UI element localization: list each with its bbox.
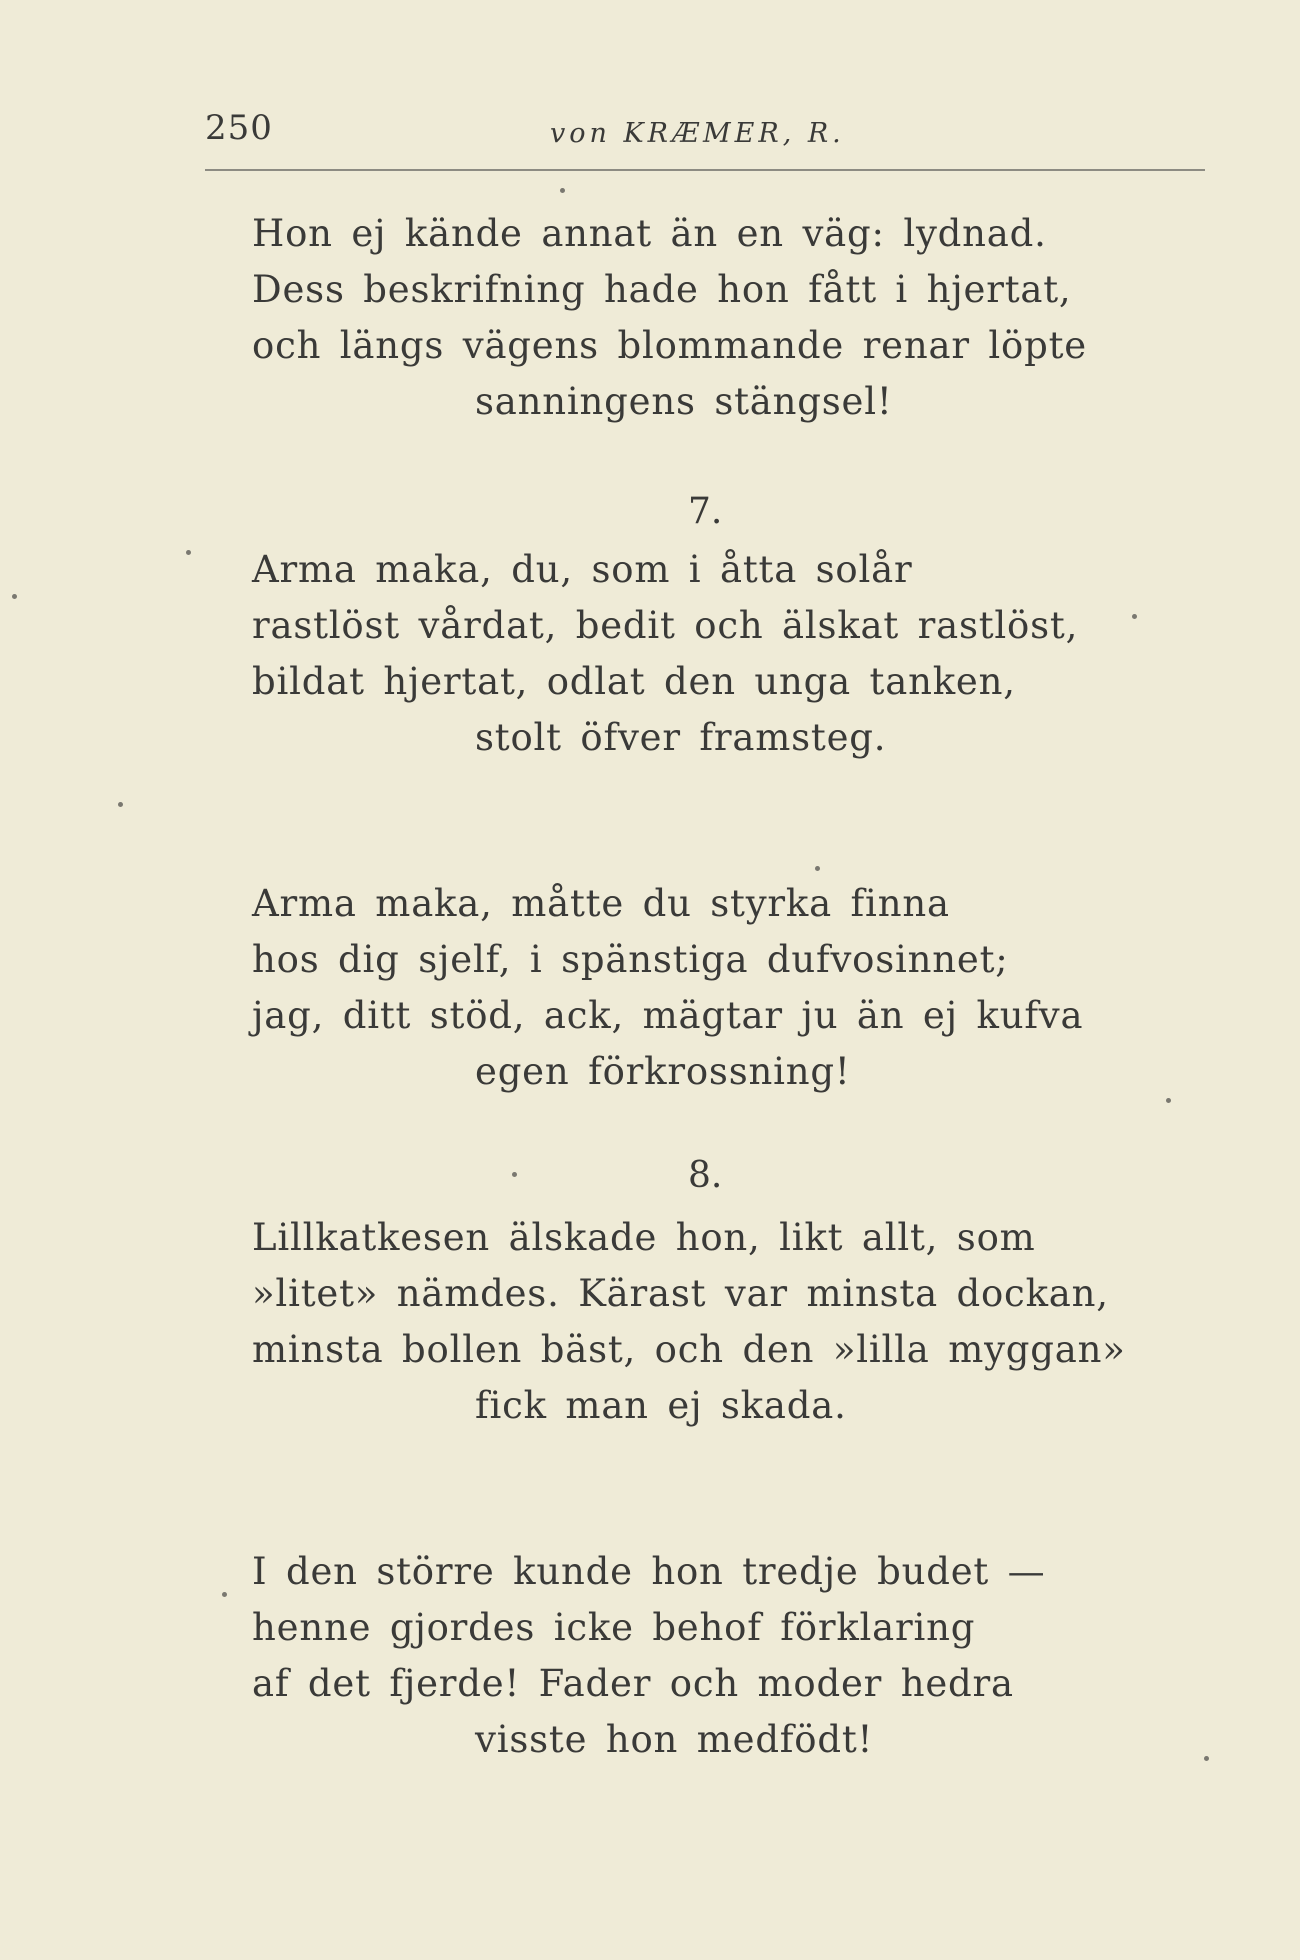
stanza-2-line-3: bildat hjertat, odlat den unga tanken, (252, 660, 1016, 703)
stanza-5-line-3: af det fjerde! Fader och moder hedra (252, 1662, 1014, 1705)
scan-speck (12, 594, 17, 599)
page-number: 250 (205, 108, 273, 148)
header-rule (205, 169, 1205, 171)
stanza-5-line-1: I den större kunde hon tredje budet — (252, 1550, 1046, 1593)
scan-speck (560, 188, 565, 193)
stanza-3-line-3: jag, ditt stöd, ack, mägtar ju än ej kufva (252, 994, 1084, 1037)
scan-speck (186, 550, 191, 555)
scan-speck (118, 802, 123, 807)
page-header (205, 108, 1205, 158)
stanza-2-line-1: Arma maka, du, som i åtta solår (252, 548, 913, 591)
stanza-4-line-3: minsta bollen bäst, och den »lilla myggan» (252, 1328, 1126, 1371)
stanza-4-number: 8. (688, 1155, 723, 1196)
stanza-4-line-4: fick man ej skada. (475, 1384, 847, 1427)
stanza-5-line-4: visste hon medfödt! (475, 1718, 874, 1761)
scan-speck (222, 1592, 227, 1597)
running-head: von KRÆMER, R. (550, 118, 845, 149)
stanza-2-line-4: stolt öfver framsteg. (475, 716, 887, 759)
stanza-1-line-4: sanningens stängsel! (475, 380, 893, 423)
stanza-3-line-2: hos dig sjelf, i spänstiga dufvosinnet; (252, 938, 1009, 981)
stanza-3-line-1: Arma maka, måtte du styrka finna (252, 882, 950, 925)
stanza-4-line-2: »litet» nämdes. Kärast var minsta dockan, (252, 1272, 1109, 1315)
scan-speck (512, 1172, 517, 1177)
stanza-2-number: 7. (688, 491, 723, 532)
stanza-2-line-2: rastlöst vårdat, bedit och älskat rastlöst, (252, 604, 1079, 647)
scan-speck (815, 866, 820, 871)
stanza-4-line-1: Lillkatkesen älskade hon, likt allt, som (252, 1216, 1036, 1259)
scan-speck (1166, 1098, 1171, 1103)
stanza-5-line-2: henne gjordes icke behof förklaring (252, 1606, 976, 1649)
stanza-1-line-1: Hon ej kände annat än en väg: lydnad. (252, 212, 1047, 255)
stanza-3-line-4: egen förkrossning! (475, 1050, 851, 1093)
stanza-1-line-2: Dess beskrifning hade hon fått i hjertat, (252, 268, 1072, 311)
scan-speck (1132, 614, 1137, 619)
stanza-1-line-3: och längs vägens blommande renar löpte (252, 324, 1087, 367)
scan-speck (1204, 1756, 1209, 1761)
